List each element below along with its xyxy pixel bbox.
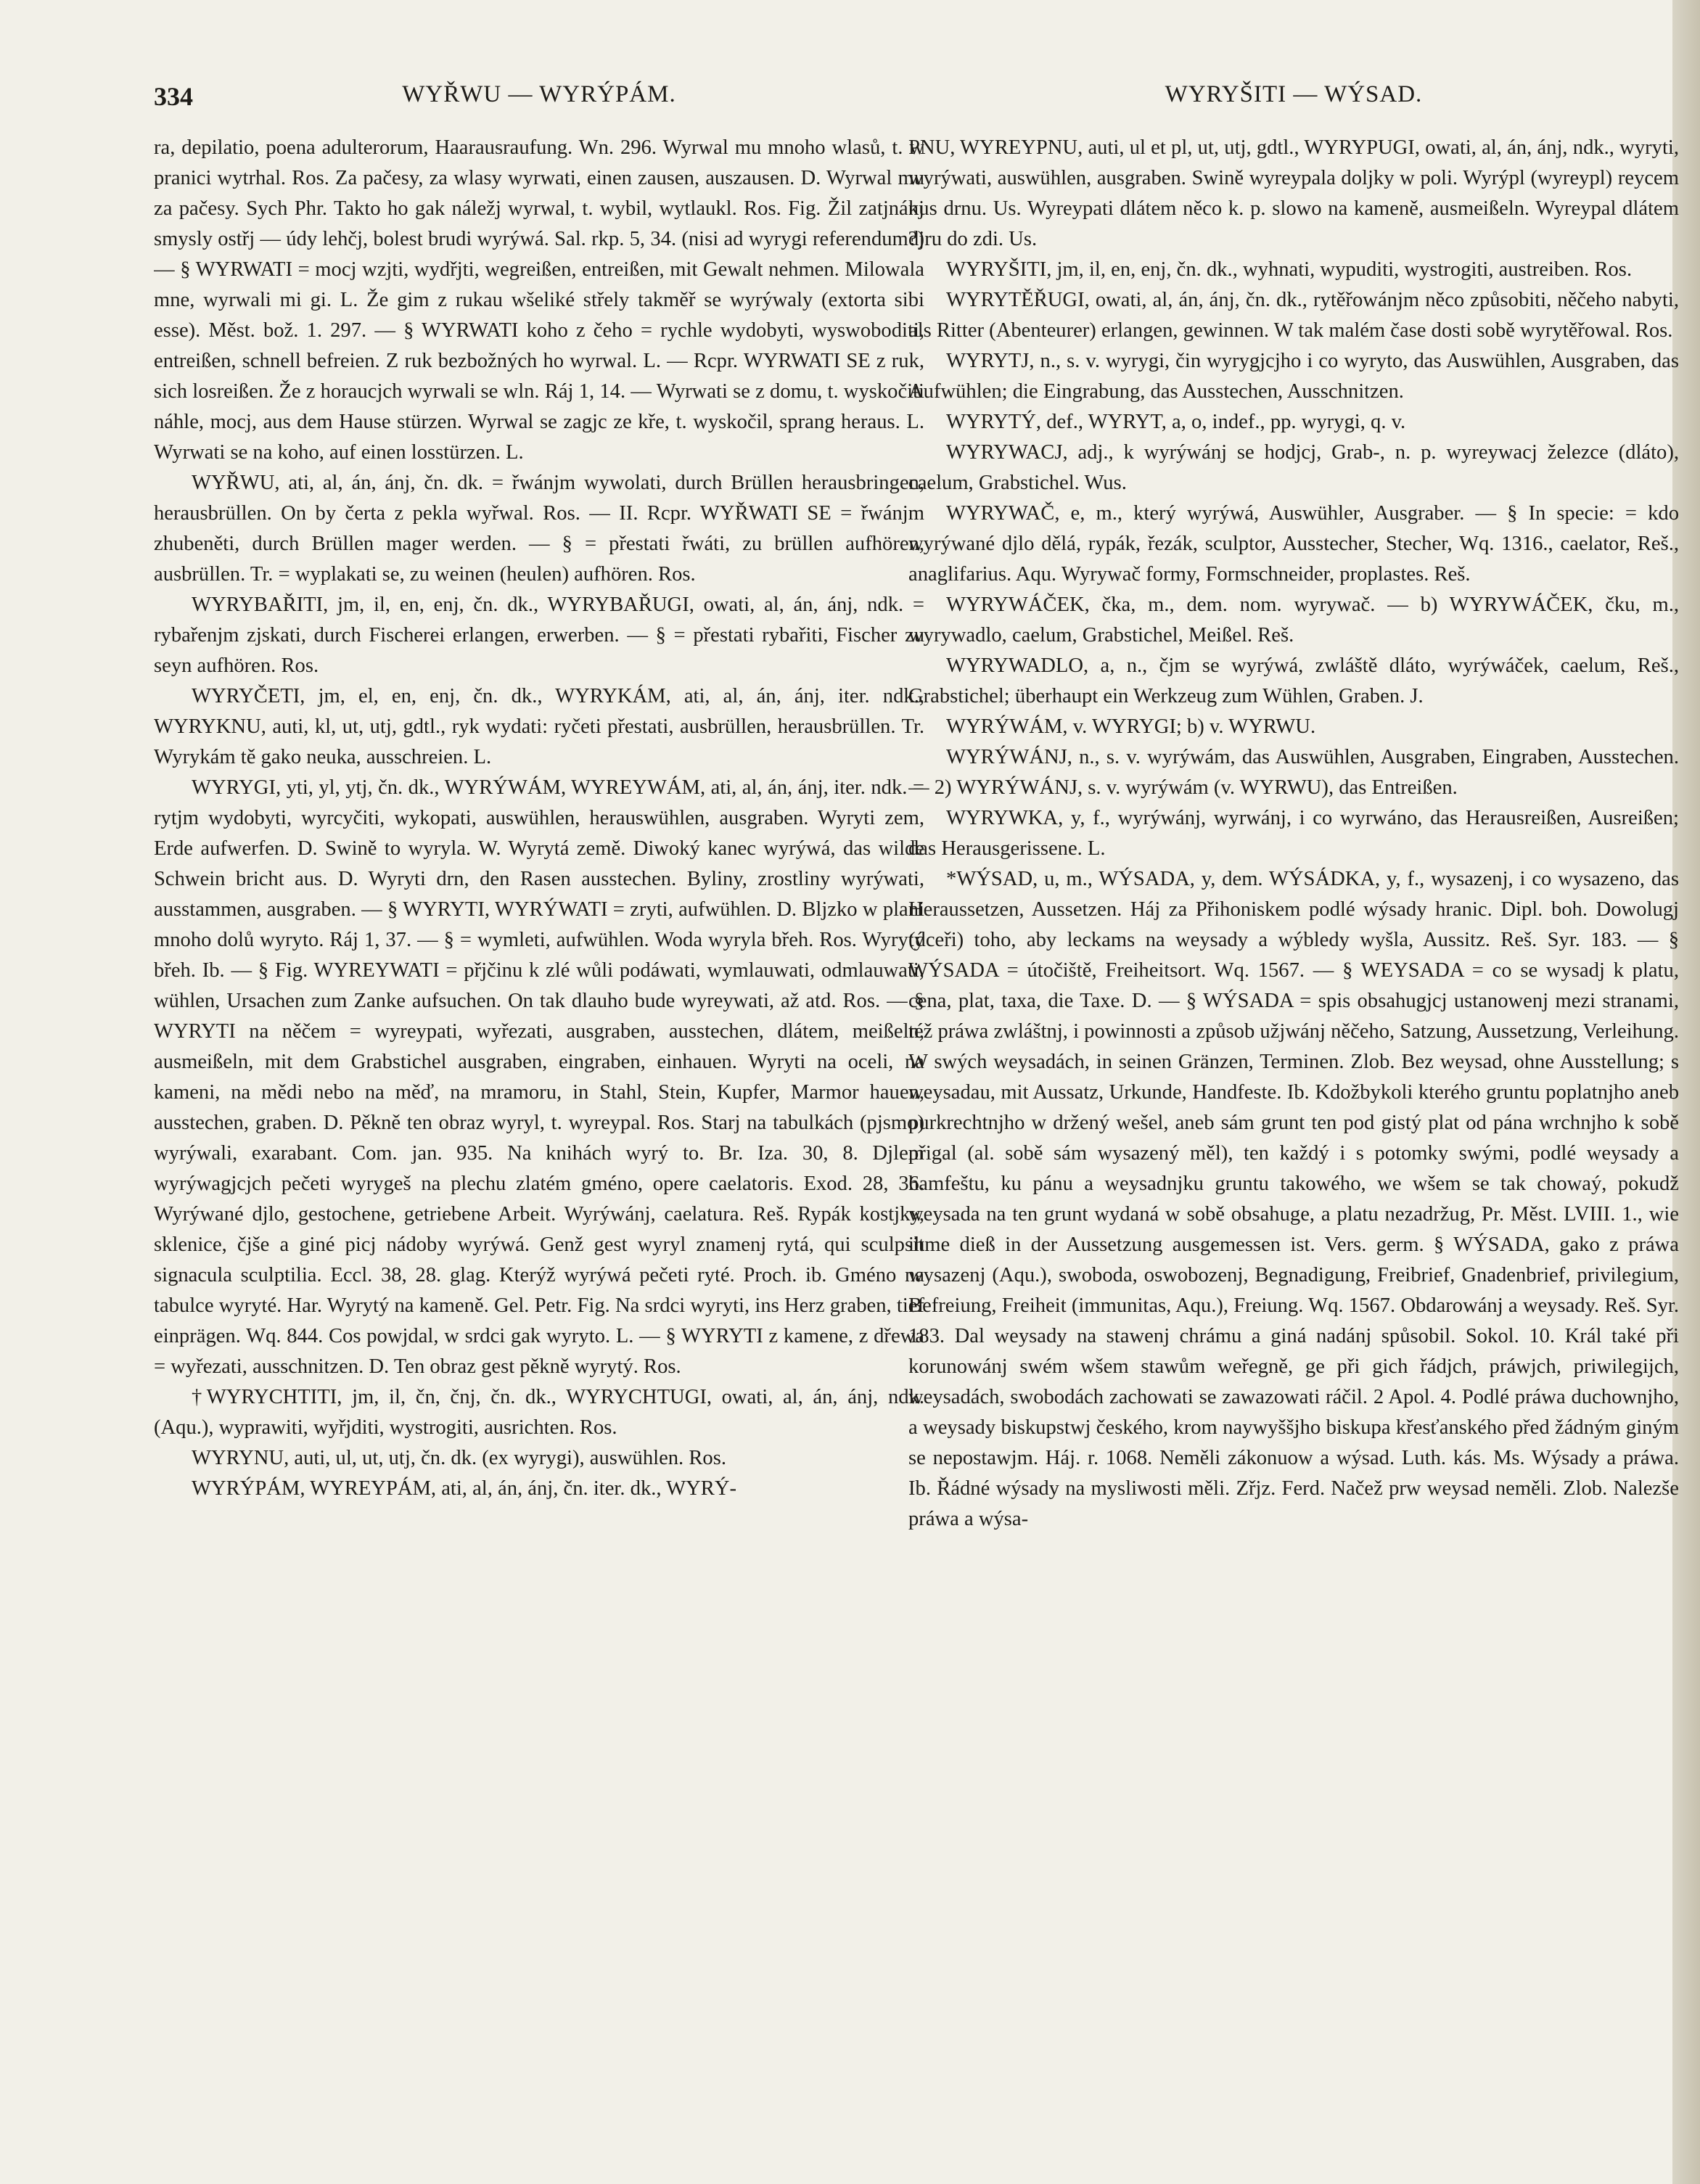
right-column (908, 133, 1679, 2157)
left-header (154, 81, 924, 118)
dictionary-entry: WYRYWÁČEK, čka, m., dem. nom. wyrywač. — b) WYRYWÁČEK, čku, m., wyrywadlo, caelum, Grabstichel, Meißel. Reš. (908, 594, 1679, 646)
dictionary-entry: PNU, WYREYPNU, auti, ul et pl, ut, utj, gdtl., WYRYPUGI, owati, al, án, ánj, ndk., wyryti, wyrýwati, auswühlen, ausgraben. Swině wyreypala doljky w poli. Wyrýpl (wyreypl) reycem kus drnu. Us. Wyreypati dlátem něco k. p. slowo na kameně, ausmeißeln. Wyreypal dlátem djru do zdi. Us. (908, 136, 1679, 250)
dictionary-entry: WYRÝPÁM, WYREYPÁM, ati, al, án, ánj, čn. iter. dk., WYRÝ- (192, 1477, 737, 1500)
dictionary-entry: WYRYTJ, n., s. v. wyrygi, čin wyrygjcjho i co wyryto, das Auswühlen, Ausgraben, das Aufwühlen; die Eingrabung, das Ausstechen, Ausschnitzen. (908, 350, 1679, 403)
dictionary-entry: WYRYWKA, y, f., wyrýwánj, wyrwánj, i co wyrwáno, das Herausreißen, Ausreißen; das Herausgerissene. L. (908, 807, 1679, 860)
dictionary-entry: WYRYNU, auti, ul, ut, utj, čn. dk. (ex wyrygi), auswühlen. Ros. (192, 1447, 727, 1469)
dictionary-entry: WYRYŠITI, jm, il, en, enj, čn. dk., wyhnati, wypuditi, wystrogiti, austreiben. Ros. (946, 258, 1633, 281)
dictionary-entry: †WYRYCHTITI, jm, il, čn, čnj, čn. dk., WYRYCHTUGI, owati, al, án, ánj, ndk. (Aqu.), wyprawiti, wyřjditi, wystrogiti, ausrichten. Ros. (154, 1386, 924, 1439)
dictionary-entry: WYRYBAŘITI, jm, il, en, enj, čn. dk., WYRYBAŘUGI, owati, al, án, ánj, ndk. = rybařenjm zjskati, durch Fischerei erlangen, erwerben. — § = přestati rybařiti, Fischer zu seyn aufhören. Ros. (154, 594, 924, 677)
page-number: 334 (154, 82, 193, 111)
dictionary-entry: WYŘWU, ati, al, án, ánj, čn. dk. = řwánjm wywolati, durch Brüllen herausbringen, herausbrüllen. On by čerta z pekla wyřwal. Ros. — II. Rcpr. WYŘWATI SE = řwánjm zhubeněti, durch Brüllen mager werden. — § = přestati řwáti, zu brüllen aufhören, ausbrüllen. Tr. = wyplakati se, zu weinen (heulen) aufhören. Ros. (154, 472, 924, 586)
dictionary-entry: WYRYGI, yti, yl, ytj, čn. dk., WYRÝWÁM, WYREYWÁM, ati, al, án, ánj, iter. ndk. = rytjm wydobyti, wyrcyčiti, wykopati, auswühlen, herauswühlen, ausgraben. Wyryti zem, Erde aufwerfen. D. Swině to wyryla. W. Wyrytá země. Diwoký kanec wyrýwá, das wilde Schwein bricht aus. D. Wyryti drn, den Rasen ausstechen. Byliny, zrostliny wyrýwati, ausstammen, ausgraben. — § WYRYTI, WYRÝWATI = zryti, aufwühlen. D. Blјzko w plani mnoho dolů wyryto. Ráj 1, 37. — § = wymleti, aufwühlen. Woda wyryla břeh. Ros. Wyrytý břeh. Ib. — § Fig. WYREYWATI = přjčinu k zlé wůli podáwati, wymlauwati, odmlauwati, wühlen, Ursachen zum Zanke aufsuchen. On tak dlauho bude wyreywati, až atd. Ros. — § WYRYTI na něčem = wyreypati, wyřezati, ausgraben, ausstechen, dlátem, meißeln, ausmeißeln, mit dem Grabstichel ausgraben, eingraben, einhauen. Wyryti na oceli, na kameni, na mědi nebo na měď, na mramoru, in Stahl, Stein, Kupfer, Marmor hauen, ausstechen, graben. D. Pěkně ten obraz wyryl, t. wyreypal. Ros. Starj na tabulkách (pjsmo) wyrýwali, exarabant. Com. jan. 935. Na knihách wyrý to. Br. Iza. 30, 8. Djlem wyrýwagjcjch pečeti wyrygeš na plechu zlatém gméno, opere caelatoris. Exod. 28, 36. Wyrýwané djlo, gestochene, getriebene Arbeit. Wyrýwánj, caelatura. Reš. Rypák kostjky, sklenice, čjše a giné picj nádoby wyrýwá. Genž gest wyryl znamenj rytá, qui sculpsit signacula sculptilia. Eccl. 38, 28. glag. Kterýž wyrýwá pečeti ryté. Proch. ib. Gméno na tabulce wyryté. Har. Wyrytý na kameně. Gel. Petr. Fig. Na srdci wyryti, ins Herz graben, tief einprägen. Wq. 844. Cos powjdal, w srdci gak wyryto. L. — § WYRYTI z kamene, z dřewa = wyřezati, ausschnitzen. D. Ten obraz gest pěkně wyrytý. Ros. (154, 776, 924, 1378)
left-running-head: WYŘWU — WYRÝPÁM. (402, 81, 676, 107)
right-running-head: WYRYŠITI — WÝSAD. (1165, 81, 1423, 107)
left-column (154, 133, 924, 2157)
dictionary-entry: WYRYTĚŘUGI, owati, al, án, ánj, čn. dk., rytěřowánjm něco způsobiti, něčeho nabyti, als Ritter (Abenteurer) erlangen, gewinnen. W tak malém čase dosti sobě wyrytěřowal. Ros. (908, 289, 1679, 342)
dictionary-entry: *WÝSAD, u, m., WÝSADA, y, dem. WÝSÁDKA, y, f., wysazenj, i co wysazeno, das Heraussetzen, Aussetzen. Háj za Přihoniskem podlé wýsady hranic. Dipl. boh. Dowolugj (dceři) toho, aby leckams na weysady a wýbledy wyšla, Aussitz. Reš. Syr. 183. — § WÝSADA = útočiště, Freiheitsort. Wq. 1567. — § WEYSADA = co se wysadj k platu, cena, plat, taxa, die Taxe. D. — § WÝSADA = spis obsahugjcj ustanowenj mezi stranami, též práwa zwláštnj, i powinnosti a způsob užjwánj něčeho, Satzung, Aussetzung, Verleihung. W swých weysadách, in seinen Gränzen, Terminen. Zlob. Bez weysad, ohne Ausstellung; s weysadau, mit Aussatz, Urkunde, Handfeste. Ib. Kdožbykoli kterého gruntu poplatnjho aneb purkrechtnjho w držený wešel, aneb sám grunt ten pod gistý plat od pána wrchnjho k sobě přigal (al. sobě sám wysazený měl), ten každý i s potomky swými, podlé weysady a hamfeštu, ku pánu a weysadnjku gruntu takowého, we wšem se tak chowaý, pokudž weysada na ten grunt wydaná w sobě obsahuge, a platu nezadržug, Pr. Měst. LVIII. 1., wie ihme dieß in der Aussetzung ausgemessen ist. Vers. germ. § WÝSADA, gako z práwa wysazenj (Aqu.), swoboda, oswobozenj, Begnadigung, Freibrief, Gnadenbrief, privilegium, Befreiung, Freiheit (immunitas, Aqu.), Freiung. Wq. 1567. Obdarowánj a weysady. Reš. Syr. 183. Dal weysady na stawenj chrámu a giná nadánj spůsobil. Sokol. 10. Král také při korunowánj swém wšem stawům weřegně, ge při gich řádjch, práwjch, priwilegijch, weysadách, swobodách zachowati se zawazowati ráčil. 2 Apol. 4. Podlé práwa duchownjho, a weysady biskupstwj českého, krom naywyššjho biskupa křesťanského před žádným giným se nepostawjm. Háj. r. 1068. Neměli zákonuow a wýsad. Luth. kás. Ms. Wýsady a práwa. Ib. Řádné wýsady na mysliwosti měli. Zřjz. Ferd. Načež prw weysad neměli. Zlob. Nalezše práwa a wýsa- (908, 868, 1679, 1530)
dictionary-entry: ra, depilatio, poena adulterorum, Haarausraufung. Wn. 296. Wyrwal mu mnoho wlasů, t. w pranici wytrhal. Ros. Za pačesy, za wlasy wyrwati, einen zausen, auszausen. D. Wyrwal mu za pačesy. Sych Phr. Takto ho gak náležj wyrwal, t. wybil, wytlaukl. Ros. Fig. Žil zatjnánj smysly ostřj — údy lehčj, bolest brudi wyrýwá. Sal. rkp. 5, 34. (nisi ad wyrygi referendum?) — § WYRWATI = mocj wzjti, wydřjti, wegreißen, entreißen, mit Gewalt nehmen. Milowala mne, wyrwali mi gi. L. Že gim z rukau wšeliké střely takměř se wyrýwaly (extorta sibi esse). Měst. bož. 1. 297. — § WYRWATI koho z čeho = rychle wydobyti, wyswoboditi, entreißen, schnell befreien. Z ruk bezbožných ho wyrwal. L. — Rcpr. WYRWATI SE z ruk, sich losreißen. Že z horaucjch wyrwali se wln. Ráj 1, 14. — Wyrwati se z domu, t. wyskočiti náhle, mocj, aus dem Hause stürzen. Wyrwal se zagjc ze kře, t. wyskočil, sprang heraus. L. Wyrwati se na koho, auf einen losstürzen. L. (154, 136, 924, 464)
dictionary-entry: WYRÝWÁM, v. WYRYGI; b) v. WYRWU. (946, 715, 1316, 738)
dictionary-entry: WYRÝWÁNJ, n., s. v. wyrýwám, das Auswühlen, Ausgraben, Eingraben, Ausstechen. — 2) WYRÝWÁNJ, s. v. wyrýwám (v. WYRWU), das Entreißen. (908, 746, 1679, 799)
dictionary-entry: WYRYWACJ, adj., k wyrýwánj se hodjcj, Grab-, n. p. wyreywacj železce (dláto), caelum, Grabstichel. Wus. (908, 441, 1679, 494)
dictionary-entry: WYRYČETI, jm, el, en, enj, čn. dk., WYRYKÁM, ati, al, án, ánj, iter. ndk., WYRYKNU, auti, kl, ut, utj, gdtl., ryk wydati: ryčeti přestati, ausbrüllen, herausbrüllen. Tr. Wyrykám tě gako neuka, ausschreien. L. (154, 685, 924, 768)
right-header (908, 81, 1679, 118)
dictionary-entry: WYRYWAČ, e, m., který wyrýwá, Auswühler, Ausgraber. — § In specie: = kdo wyrýwané djlo dělá, rypák, řezák, sculptor, Ausstecher, Stecher, Wq. 1316., caelator, Reš., anaglifarius. Aqu. Wyrywač formy, Formschneider, proplastes. Reš. (908, 502, 1679, 586)
dictionary-entry: WYRYTÝ, def., WYRYT, a, o, indef., pp. wyrygi, q. v. (946, 411, 1406, 433)
dictionary-entry: WYRYWADLO, a, n., čjm se wyrýwá, zwláště dláto, wyrýwáček, caelum, Reš., Grabstichel; überhaupt ein Werkzeug zum Wühlen, Graben. J. (908, 654, 1679, 707)
